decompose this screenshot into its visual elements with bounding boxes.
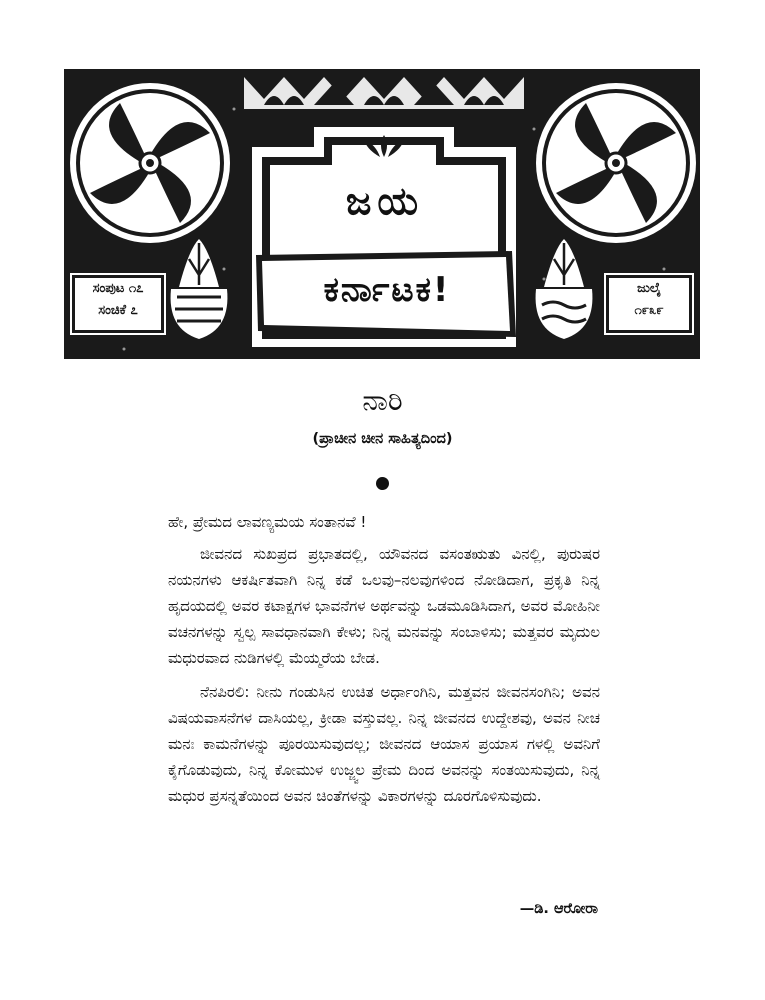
bullet-ornament — [376, 477, 389, 490]
right-rosette — [536, 83, 696, 243]
left-rosette — [70, 83, 230, 243]
article-body — [168, 509, 600, 809]
volume-issue-box — [72, 275, 164, 333]
month-label: ಜುಲೈ — [637, 281, 661, 296]
left-pot — [171, 239, 228, 339]
masthead-title-bottom: ಕರ್ನಾಟಕ! — [323, 270, 451, 310]
right-pot — [536, 239, 593, 339]
year-label: ೧೯೩೯ — [634, 303, 664, 318]
masthead-title-top: ಜಯ — [345, 178, 425, 223]
issue-label: ಸಂಚಿಕೆ ೭ — [98, 303, 138, 318]
paragraph-1: ಜೀವನದ ಸುಖಪ್ರದ ಪ್ರಭಾತದಲ್ಲಿ, ಯೌವನದ ವಸಂತಋತು ವಿನಲ್ಲಿ, ಪುರುಷರ ನಯನಗಳು ಆಕರ್ಷಿತವಾಗಿ ನಿನ್ನ ಕಡೆ ಒಲವು–ನಲವುಗಳಿಂದ ನೋಡಿದಾಗ, ಪ್ರಕೃತಿ ನಿನ್ನ ಹೃದಯದಲ್ಲಿ ಅವರ ಕಟಾಕ್ಷಗಳ ಭಾವನೆಗಳ ಅರ್ಥವನ್ನು ಒಡಮೂಡಿಸಿದಾಗ, ಅವರ ಮೋಹಿನೀ ವಚನಗಳನ್ನು ಸ್ವಲ್ಪ ಸಾವಧಾನವಾಗಿ ಕೇಳು; ನಿನ್ನ ಮನವನ್ನು ಸಂಬಾಳಿಸು; ಮತ್ತವರ ಮೃದುಲ ಮಧುರವಾದ ನುಡಿಗಳಲ್ಲಿ ಮೆಯ್ಮರೆಯ ಬೇಡ. — [168, 545, 600, 667]
paragraph-2: ನೆನಪಿರಲಿ: ನೀನು ಗಂಡುಸಿನ ಉಚಿತ ಅರ್ಧಾಂಗಿನಿ, ಮತ್ತವನ ಜೀವನಸಂಗಿನಿ; ಅವನ ವಿಷಯವಾಸನೆಗಳ ದಾಸಿಯಲ್ಲ, ಕ್ರೀಡಾ ವಸ್ತುವಲ್ಲ. ನಿನ್ನ ಜೀವನದ ಉದ್ದೇಶವು, ಅವನ ನೀಚ ಮನಃ ಕಾಮನೆಗಳನ್ನು ಪೂರಯಿಸುವುದಲ್ಲ; ಜೀವನದ ಆಯಾಸ ಪ್ರಯಾಸ ಗಳಲ್ಲಿ ಅವನಿಗೆ ಕೈಗೊಡುವುದು, ನಿನ್ನ ಕೋಮುಳ ಉಜ್ಜ್ವಲ ಪ್ರೇಮ ದಿಂದ ಅವನನ್ನು ಸಂತಯಿಸುವುದು, ನಿನ್ನ ಮಧುರ ಪ್ರಸನ್ನತೆಯಿಂದ ಅವನ ಚಿಂತೆಗಳನ್ನು ವಿಕಾರಗಳನ್ನು ದೂರಗೊಳಿಸುವುದು. — [168, 683, 600, 805]
masthead-banner — [64, 69, 700, 359]
date-box — [606, 275, 692, 333]
article-title: ನಾರಿ — [362, 384, 403, 417]
salutation: ಹೇ, ಪ್ರೇಮದ ಲಾವಣ್ಯಮಯ ಸಂತಾನವೆ ! — [168, 513, 367, 531]
article-subtitle: (ಪ್ರಾಚೀನ ಚೀನ ಸಾಹಿತ್ಯದಿಂದ) — [312, 431, 453, 447]
volume-label: ಸಂಪುಟ ೧೭ — [92, 281, 144, 296]
author-signature: —ಡಿ. ಆರೋರಾ — [519, 901, 598, 917]
